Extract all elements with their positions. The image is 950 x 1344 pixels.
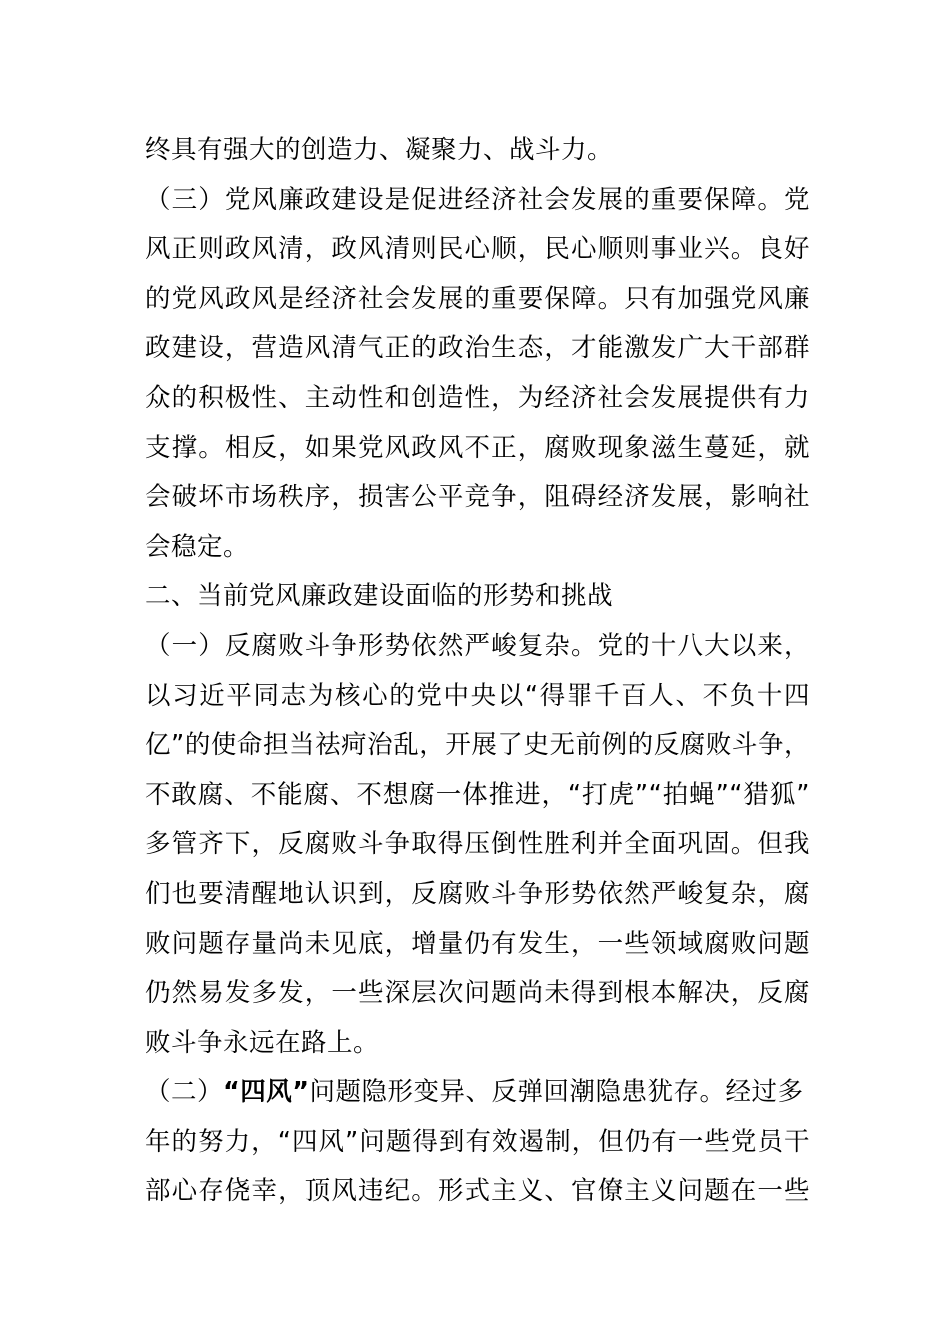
text-line: 年的努力，“四风”问题得到有效遏制，但仍有一些党员干 [145,1126,810,1157]
text-line: 会破坏市场秩序，损害公平竞争，阻碍经济发展，影响社 [145,482,810,513]
text-line: （一）反腐败斗争形势依然严峻复杂。党的十八大以来， [145,630,810,661]
text-line: 支撑。相反，如果党风政风不正，腐败现象滋生蔓延，就 [145,432,810,463]
text-line: 风正则政风清，政风清则民心顺，民心顺则事业兴。良好 [145,234,810,265]
text-line: 终具有强大的创造力、凝聚力、战斗力。 [145,135,614,165]
text-line: 政建设，营造风清气正的政治生态，才能激发广大干部群 [145,333,810,364]
text-line: 以习近平同志为核心的党中央以“得罪千百人、不负十四 [145,680,810,711]
bold-term: “四风” [223,1077,310,1108]
text-line: 部心存侥幸，顶风违纪。形式主义、官僚主义问题在一些 [145,1176,810,1207]
text-line: （三）党风廉政建设是促进经济社会发展的重要保障。党 [145,184,810,215]
text-line: 败问题存量尚未见底，增量仍有发生，一些领域腐败问题 [145,928,810,959]
section-heading: 二、当前党风廉政建设面临的形势和挑战 [145,581,614,612]
text-line: 的党风政风是经济社会发展的重要保障。只有加强党风廉 [145,283,810,314]
text-line: 多管齐下，反腐败斗争取得压倒性胜利并全面巩固。但我 [145,829,810,860]
text-line: 众的积极性、主动性和创造性，为经济社会发展提供有力 [145,382,810,413]
body-text [145,126,810,1217]
text-line: 们也要清醒地认识到，反腐败斗争形势依然严峻复杂，腐 [145,878,810,909]
para-prefix: （二） [145,1077,224,1108]
text-line [145,1068,810,1118]
text-line: 败斗争永远在路上。 [145,1027,380,1058]
text-line: 不敢腐、不能腐、不想腐一体推进，“打虎”“拍蝇”“猎狐” [145,779,810,810]
text-line: 会稳定。 [145,531,250,562]
text-line: 仍然易发多发，一些深层次问题尚未得到根本解决，反腐 [145,978,810,1009]
text-line: 亿”的使命担当祛疴治乱，开展了史无前例的反腐败斗争， [145,730,810,761]
para-rest: 问题隐形变异、反弹回潮隐患犹存。经过多 [309,1077,804,1108]
